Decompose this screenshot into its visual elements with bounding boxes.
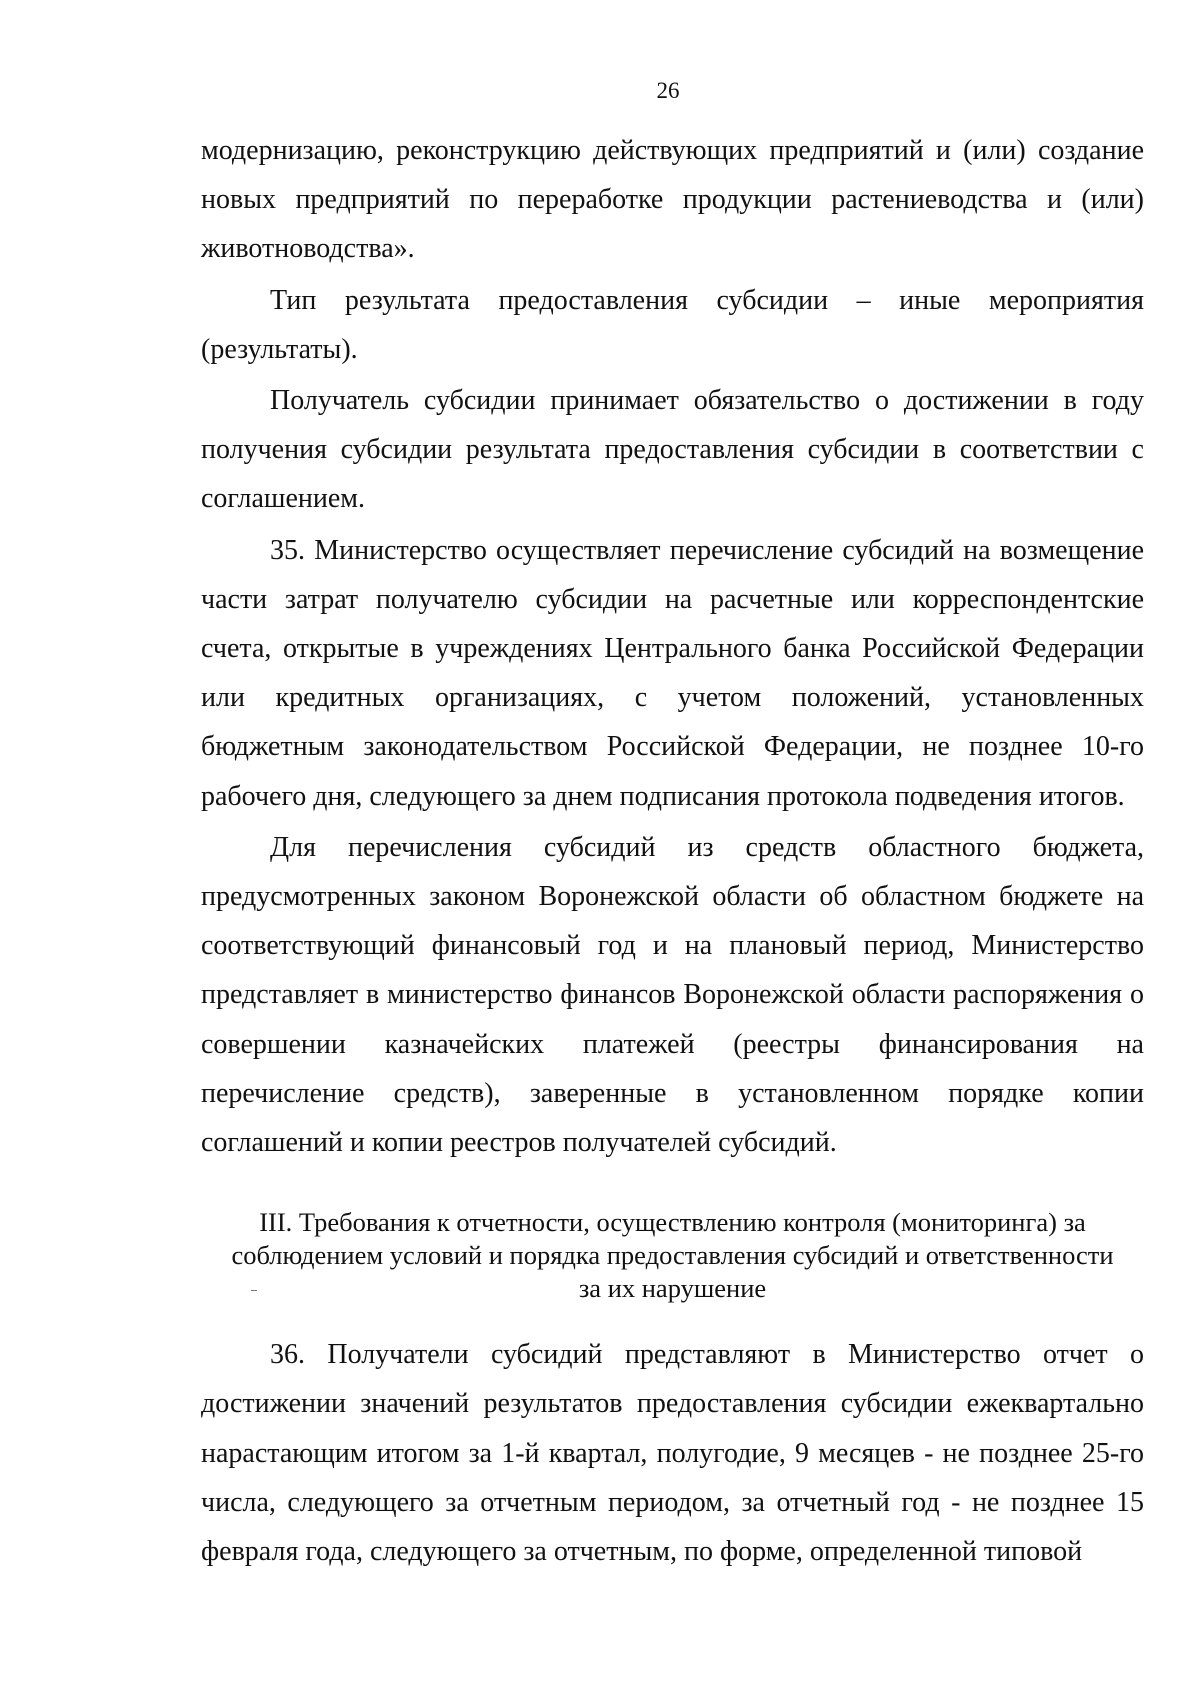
paragraph-recipient-obligation: Получатель субсидии принимает обязательство о достижении в году получения субсидии результата предоставления субсидии в соответствии с соглашением. [201,385,1144,515]
paragraph-result-type: Тип результата предоставления субсидии – иные мероприятия (результаты). [201,284,1144,365]
section-heading-line-3: за их нарушение [578,1273,767,1303]
document-body-section-3 [201,1330,1144,1576]
paragraph-continuation: модернизацию, реконструкцию действующих предприятий и (или) создание новых предприятий по переработке продукции растениеводства и (или) животноводства». [201,135,1144,265]
paragraph-transfer-procedure: Для перечисления субсидий из средств областного бюджета, предусмотренных законом Воронежской области об областном бюджете на соответствующий финансовый год и на плановый период, Министерство представляет в министерство финансов Воронежской области распоряжения о совершении казначейских платежей (реестры финансирования на перечисление средств), заверенные в установленном порядке копии соглашений и копии реестров получателей субсидий. [201,831,1144,1159]
section-heading-line-2: соблюдением условий и порядка предоставления субсидий и ответственности [231,1240,1114,1270]
scan-artifact [251,1290,257,1291]
paragraph-36: 36. Получатели субсидий представляют в Министерство отчет о достижении значений результатов предоставления субсидии ежеквартально нарастающим итогом за 1-й квартал, полугодие, 9 месяцев - не позднее 25-го числа, следующего за отчетным периодом, за отчетный год - не позднее 15 февраля года, следующего за отчетным, по форме, определенной типовой [201,1339,1144,1568]
page-number: 26 [656,78,680,103]
section-heading-line-1: III. Требования к отчетности, осуществлению контроля (мониторинга) за [259,1207,1086,1237]
document-body [201,126,1144,1167]
section-heading [201,1206,1144,1305]
paragraph-35: 35. Министерство осуществляет перечисление субсидий на возмещение части затрат получателю субсидии на расчетные или корреспондентские счета, открытые в учреждениях Центрального банка Российской Федерации или кредитных организациях, с учетом положений, установленных бюджетным законодательством Российской Федерации, не позднее 10-го рабочего дня, следующего за днем подписания протокола подведения итогов. [201,534,1144,812]
